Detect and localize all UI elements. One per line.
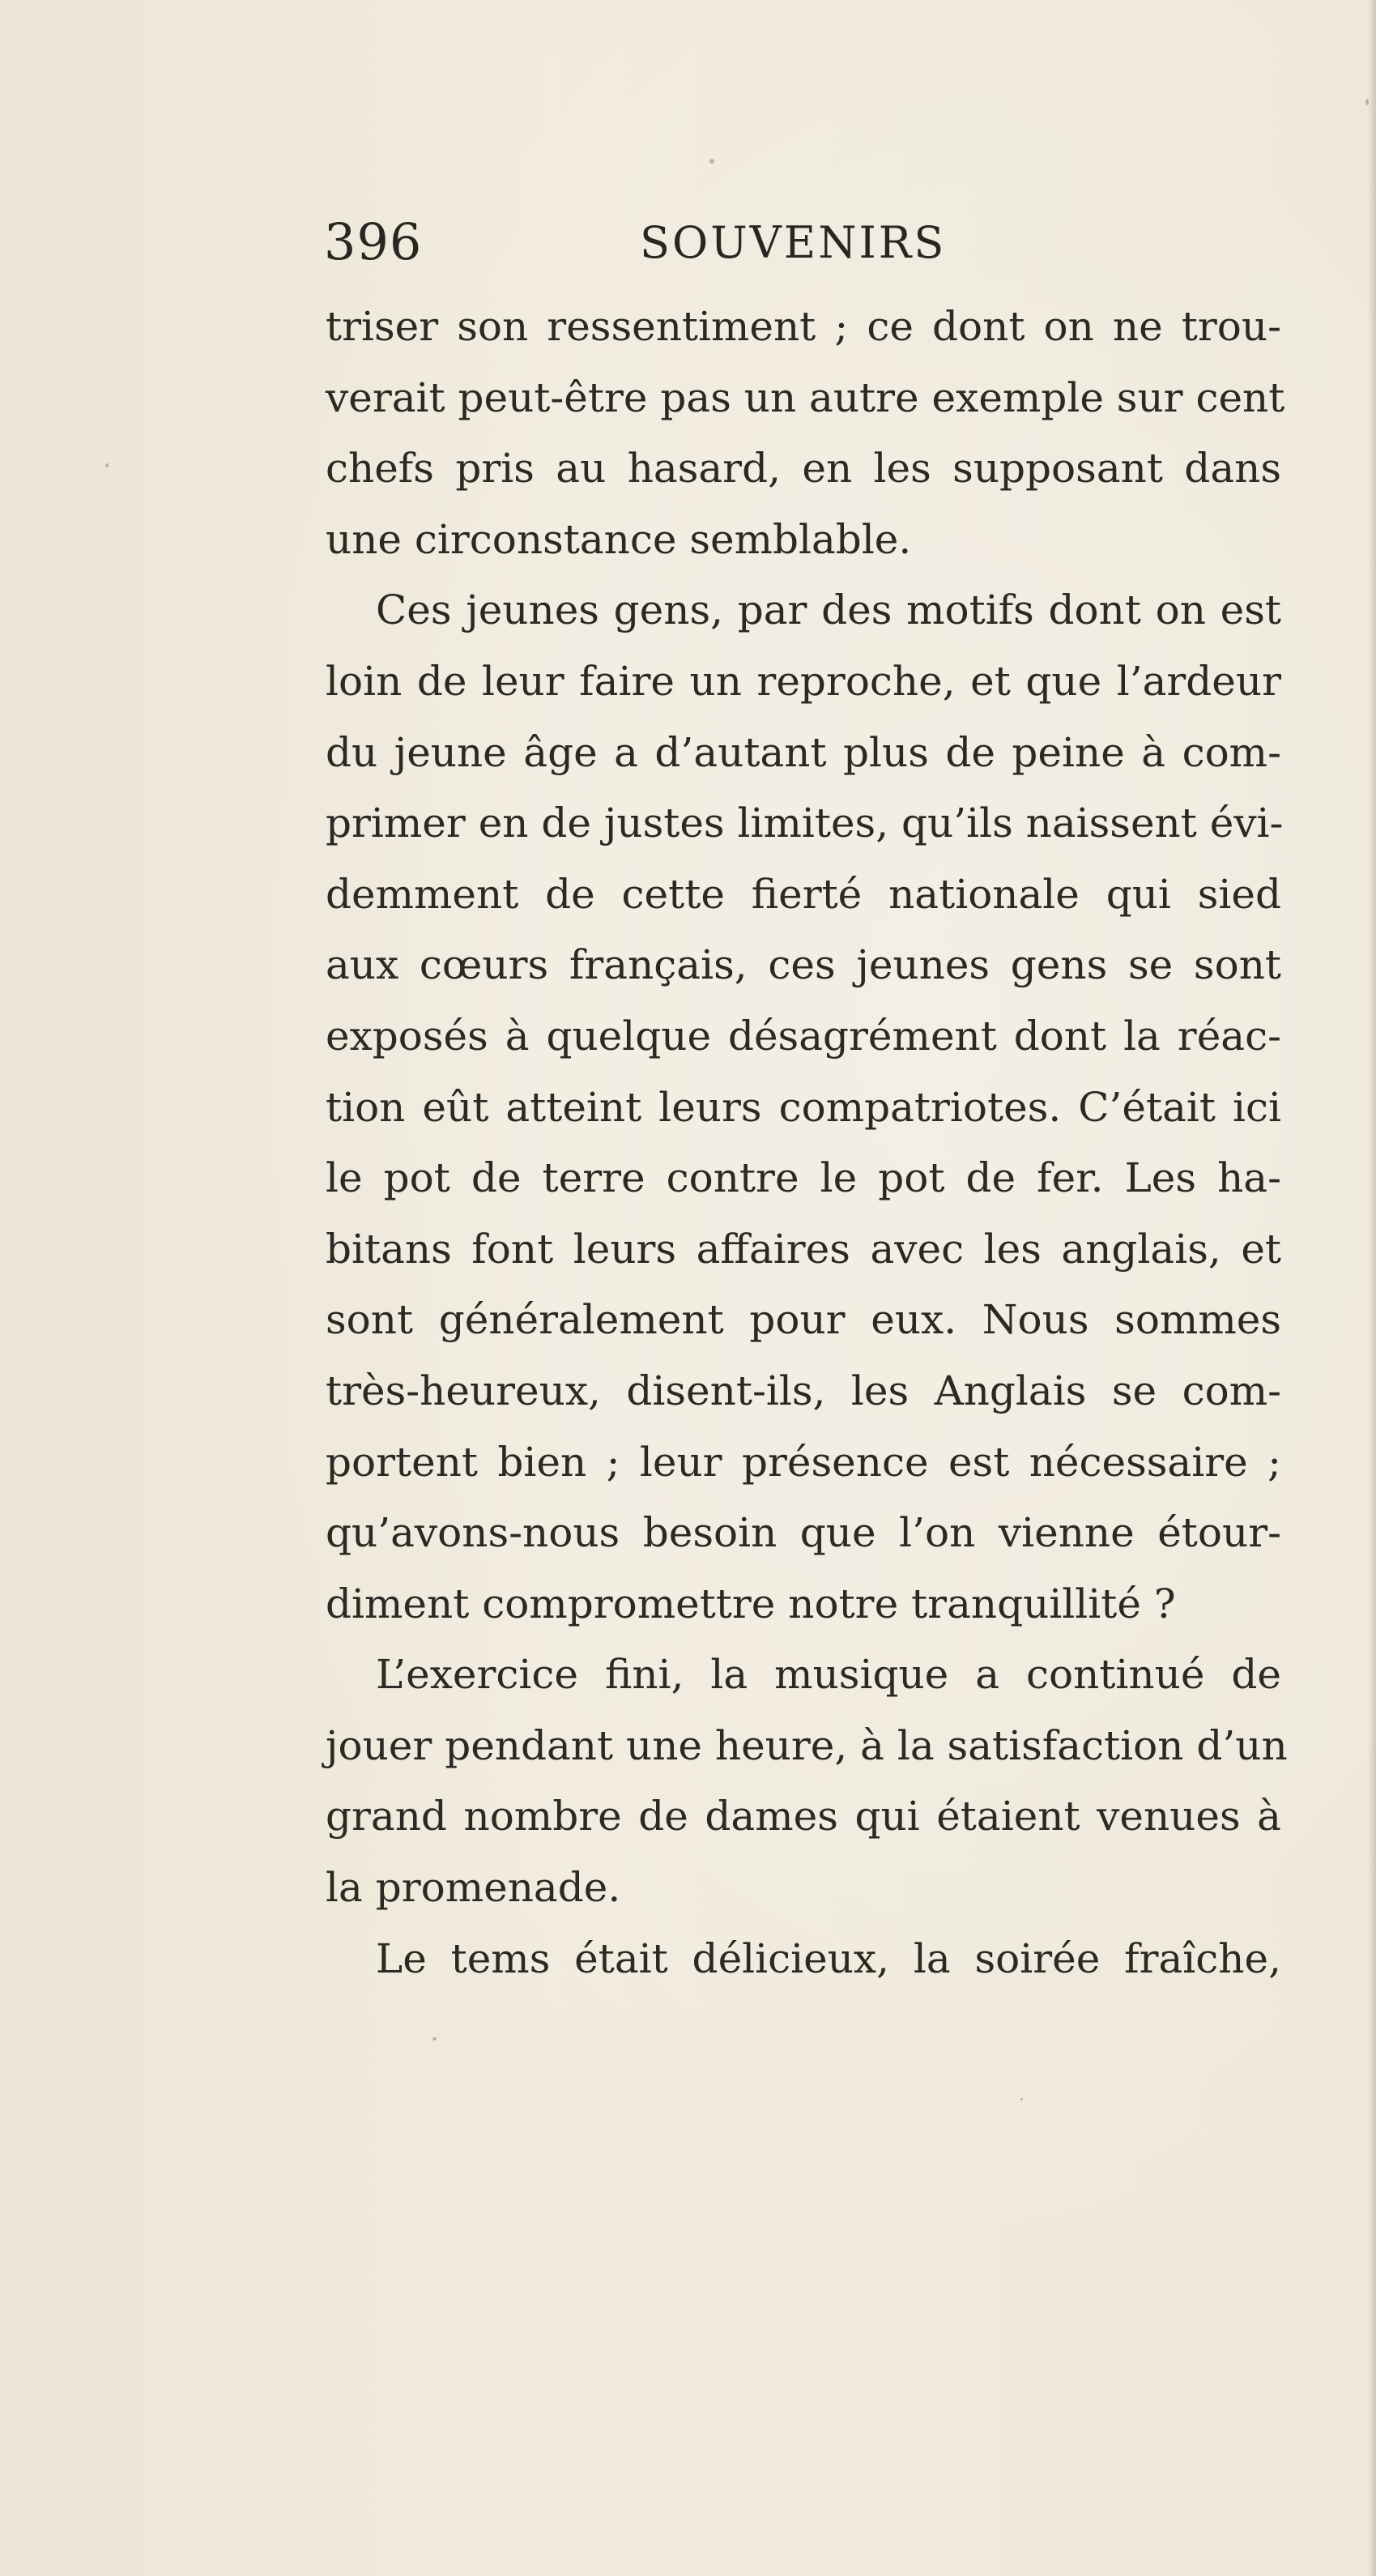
text-line: très-heureux, disent-ils, les Anglais se com- <box>326 1367 1281 1414</box>
running-head <box>324 212 1053 285</box>
text-line: portent bien ; leur présence est nécessaire ; <box>326 1438 1281 1486</box>
paper-speck <box>1020 2098 1023 2100</box>
text-line: demment de cette fierté nationale qui sied <box>326 870 1281 918</box>
text-line: bitans font leurs affaires avec les anglais, et <box>326 1225 1281 1273</box>
text-line: qu’avons-nous besoin que l’on vienne étour- <box>326 1509 1281 1557</box>
text-line: triser son ressentiment ; ce dont on ne trou- <box>326 303 1281 350</box>
text-line: tion eût atteint leurs compatriotes. C’était ici <box>326 1083 1281 1131</box>
text-line: Le tems était délicieux, la soirée fraîche, <box>376 1934 1281 1982</box>
text-line: primer en de justes limites, qu’ils naissent évi- <box>326 800 1284 847</box>
text-line: grand nombre de dames qui étaient venues à <box>326 1793 1281 1840</box>
page-edge-shadow <box>1368 0 1376 2576</box>
text-line: une circonstance semblable. <box>326 515 912 563</box>
text-line: L’exercice fini, la musique a continué de <box>376 1651 1281 1699</box>
text-line: sont généralement pour eux. Nous sommes <box>326 1296 1281 1344</box>
text-line: jouer pendant une heure, à la satisfaction d’un <box>326 1721 1288 1769</box>
paper-speck <box>105 463 109 467</box>
text-line: exposés à quelque désagrément dont la réac- <box>326 1012 1281 1060</box>
paper-speck <box>1365 99 1369 105</box>
body-text <box>326 292 1288 1994</box>
text-line: verait peut-être pas un autre exemple sur cent <box>326 373 1285 421</box>
text-line: le pot de terre contre le pot de fer. Les ha- <box>326 1154 1281 1202</box>
text-line: loin de leur faire un reproche, et que l’ardeur <box>326 657 1281 705</box>
text-line: la promenade. <box>326 1864 621 1912</box>
paper-speck <box>709 159 714 164</box>
text-line: Ces jeunes gens, par des motifs dont on est <box>376 586 1281 634</box>
text-line: diment compromettre notre tranquillité ? <box>326 1580 1176 1627</box>
page-number: 396 <box>324 212 423 271</box>
paper-speck <box>432 2037 437 2041</box>
text-line: chefs pris au hasard, en les supposant dans <box>326 445 1281 493</box>
text-line: aux cœurs français, ces jeunes gens se sont <box>326 941 1281 989</box>
text-line: du jeune âge a d’autant plus de peine à com- <box>326 728 1281 776</box>
running-title: SOUVENIRS <box>640 217 947 268</box>
